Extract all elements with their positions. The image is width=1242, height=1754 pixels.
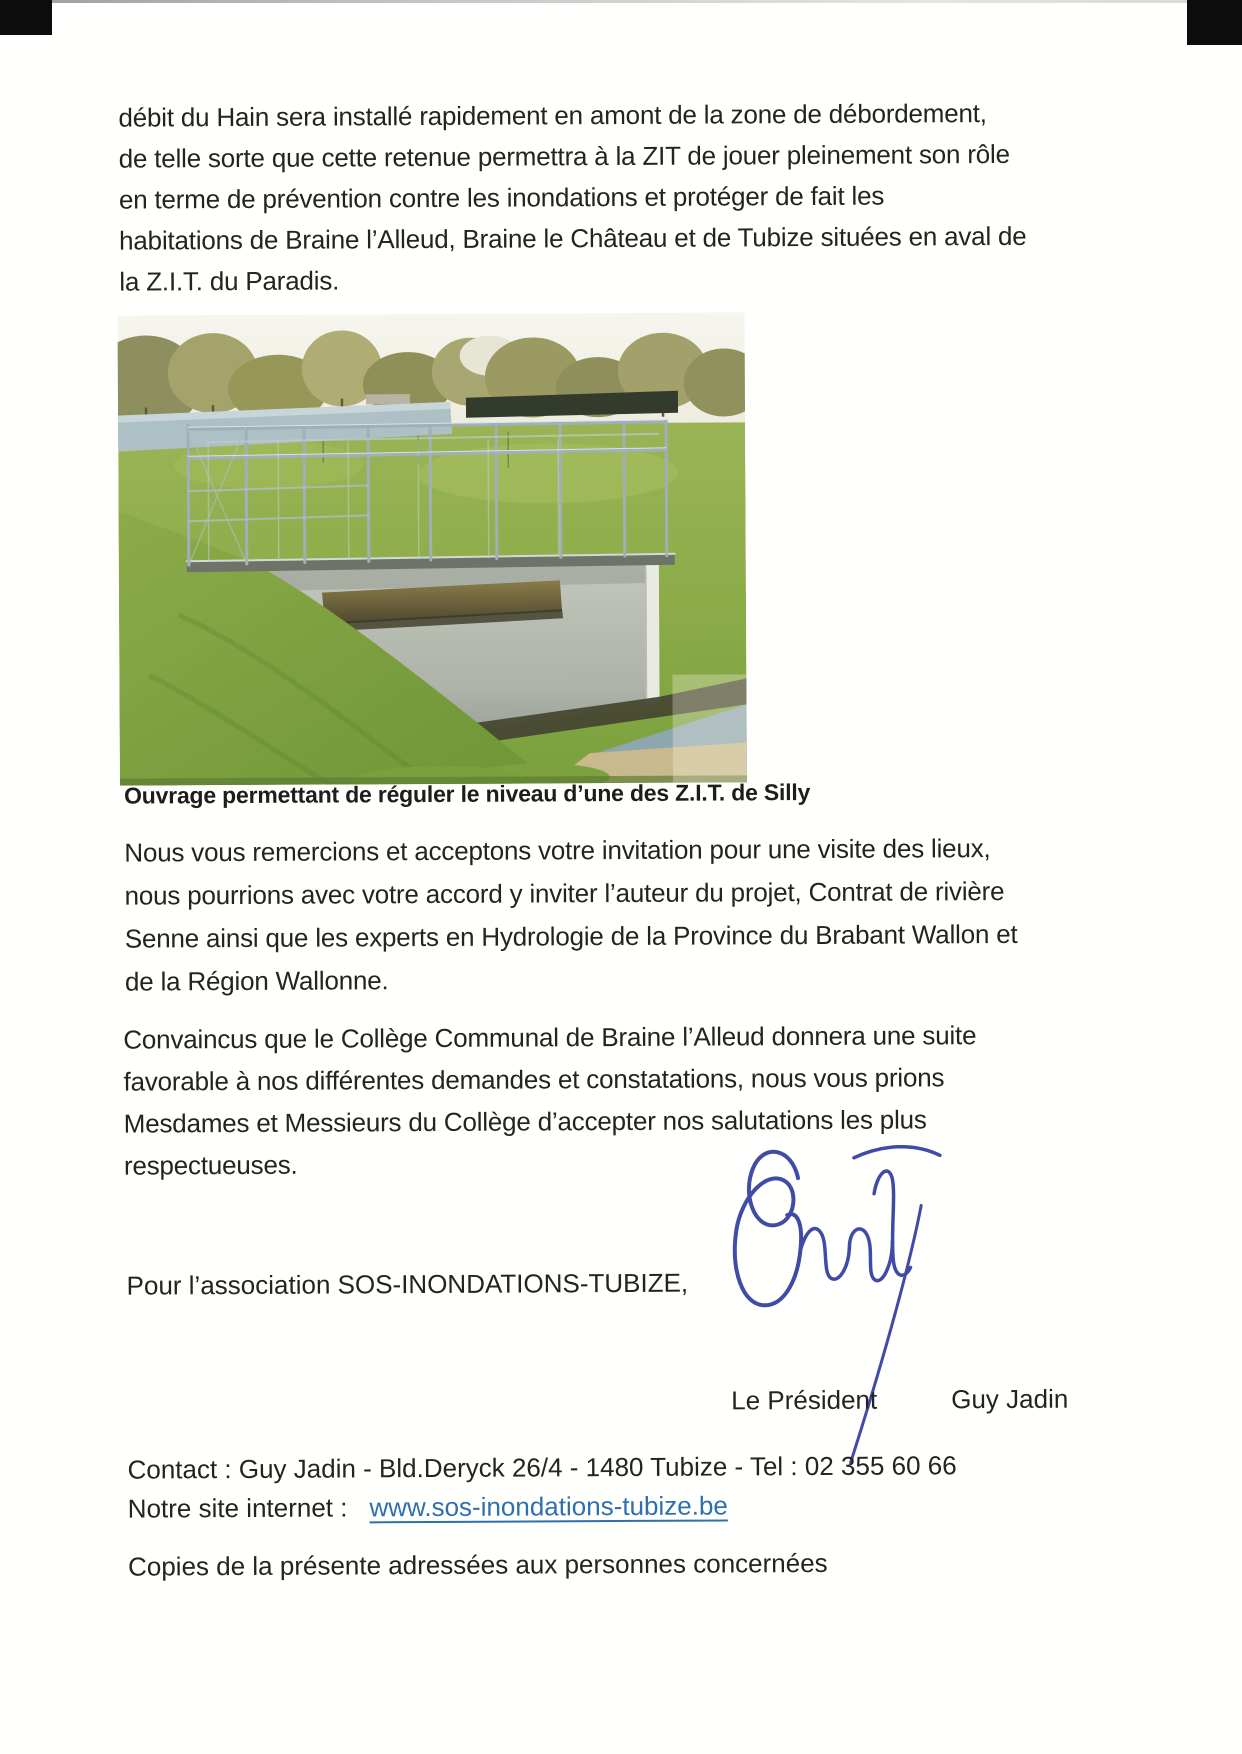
website-link[interactable]: www.sos-inondations-tubize.be <box>369 1490 728 1523</box>
contact-line: Contact : Guy Jadin - Bld.Deryck 26/4 - 1480 Tubize - Tel : 02 355 60 66 <box>127 1450 957 1485</box>
paragraph-visit-acceptance: Nous vous remercions et acceptons votre invitation pour une visite des lieux, nous pourrions avec votre accord y inviter l’auteur du projet, Contrat de rivière Senne ainsi que les experts en Hydrologie de la Province du Brabant Wallon et de la Région Wallonne. <box>124 833 1018 997</box>
photo-caption: Ouvrage permettant de réguler le niveau d’une des Z.I.T. de Silly <box>123 779 811 809</box>
copies-line: Copies de la présente adressées aux personnes concernées <box>127 1547 828 1582</box>
president-label: Le Président <box>731 1384 878 1416</box>
association-line: Pour l’association SOS-INONDATIONS-TUBIZE, <box>126 1267 689 1301</box>
website-line <box>128 1490 728 1524</box>
photo-illustration <box>118 312 747 785</box>
paragraph-closing-salutation: Convaincus que le Collège Communal de Braine l’Alleud donnera une suite favorable à nos différentes demandes et constatations, nous vous prions Mesdames et Messieurs du Collège d’accepter nos salutations les plus respectueuses. <box>123 1020 977 1181</box>
scan-exposure-band <box>672 674 747 782</box>
regulation-structure-photo <box>118 312 747 785</box>
president-name: Guy Jadin <box>951 1383 1069 1415</box>
paragraph-flood-prevention: débit du Hain sera installé rapidement en amont de la zone de débordement, de telle sorte que cette retenue permettra à la ZIT de jouer pleinement son rôle en terme de prévention contre les inondations et protéger de fait les habitations de Braine l’Alleud, Braine le Château et de Tubize situées en aval de la Z.I.T. du Paradis. <box>118 98 1027 297</box>
website-label: Notre site internet : <box>127 1492 348 1524</box>
